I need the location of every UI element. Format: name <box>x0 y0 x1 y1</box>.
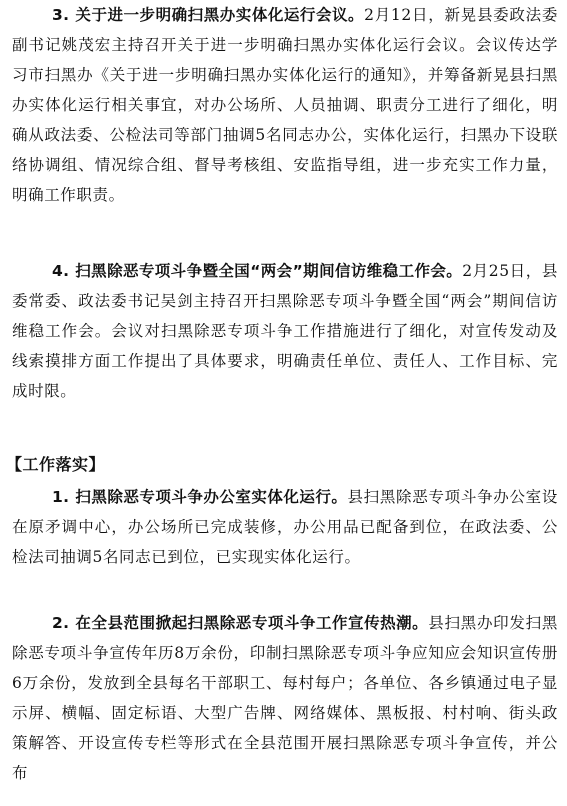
paragraph-body-text: 县扫黑除恶专项斗争办公室设在原矛调中心，办公场所已完成装修，办公用品已配备到位，在政法委、公检法司抽调5名同志已到位，已实现实体化运行。 <box>12 488 558 566</box>
paragraph-lead-heading: 1. 扫黑除恶专项斗争办公室实体化运行。 <box>52 488 348 506</box>
paragraph-work-2 <box>12 608 558 788</box>
paragraph-body-text: 县扫黑办印发扫黑除恶专项斗争宣传年历8万余份，印制扫黑除恶专项斗争应知应会知识宣传册6万余份，发放到全县每名干部职工、每村每户；各单位、各乡镇通过电子显示屏、横幅、固定标语、大型广告牌、网络媒体、黑板报、村村响、街头政策解答、开设宣传专栏等形式在全县范围开展扫黑除恶专项斗争宣传，并公布 <box>12 614 558 782</box>
section-heading: 【工作落实】 <box>6 455 106 474</box>
paragraph-lead-heading: 4. 扫黑除恶专项斗争暨全国“两会”期间信访维稳工作会。 <box>52 262 463 280</box>
paragraph-item-3 <box>12 0 558 210</box>
paragraph-lead-heading: 3. 关于进一步明确扫黑办实体化运行会议。 <box>52 6 365 24</box>
paragraph-body-text: 2月25日，县委常委、政法委书记吴剑主持召开扫黑除恶专项斗争暨全国“两会”期间信访维稳工作会。会议对扫黑除恶专项斗争工作措施进行了细化，对宣传发动及线索摸排方面工作提出了具体要求，明确责任单位、责任人、工作目标、完成时限。 <box>12 262 558 400</box>
paragraph-body-text: 2月12日，新晃县委政法委副书记姚茂宏主持召开关于进一步明确扫黑办实体化运行会议。会议传达学习市扫黑办《关于进一步明确扫黑办实体化运行的通知》，并筹备新晃县扫黑办实体化运行相关事宜，对办公场所、人员抽调、职责分工进行了细化，明确从政法委、公检法司等部门抽调5名同志办公，实体化运行，扫黑办下设联络协调组、情况综合组、督导考核组、安监指导组，进一步充实工作力量，明确工作职责。 <box>12 6 558 204</box>
paragraph-work-1 <box>12 482 558 572</box>
paragraph-item-4 <box>12 256 558 406</box>
paragraph-lead-heading: 2. 在全县范围掀起扫黑除恶专项斗争工作宣传热潮。 <box>52 614 429 632</box>
